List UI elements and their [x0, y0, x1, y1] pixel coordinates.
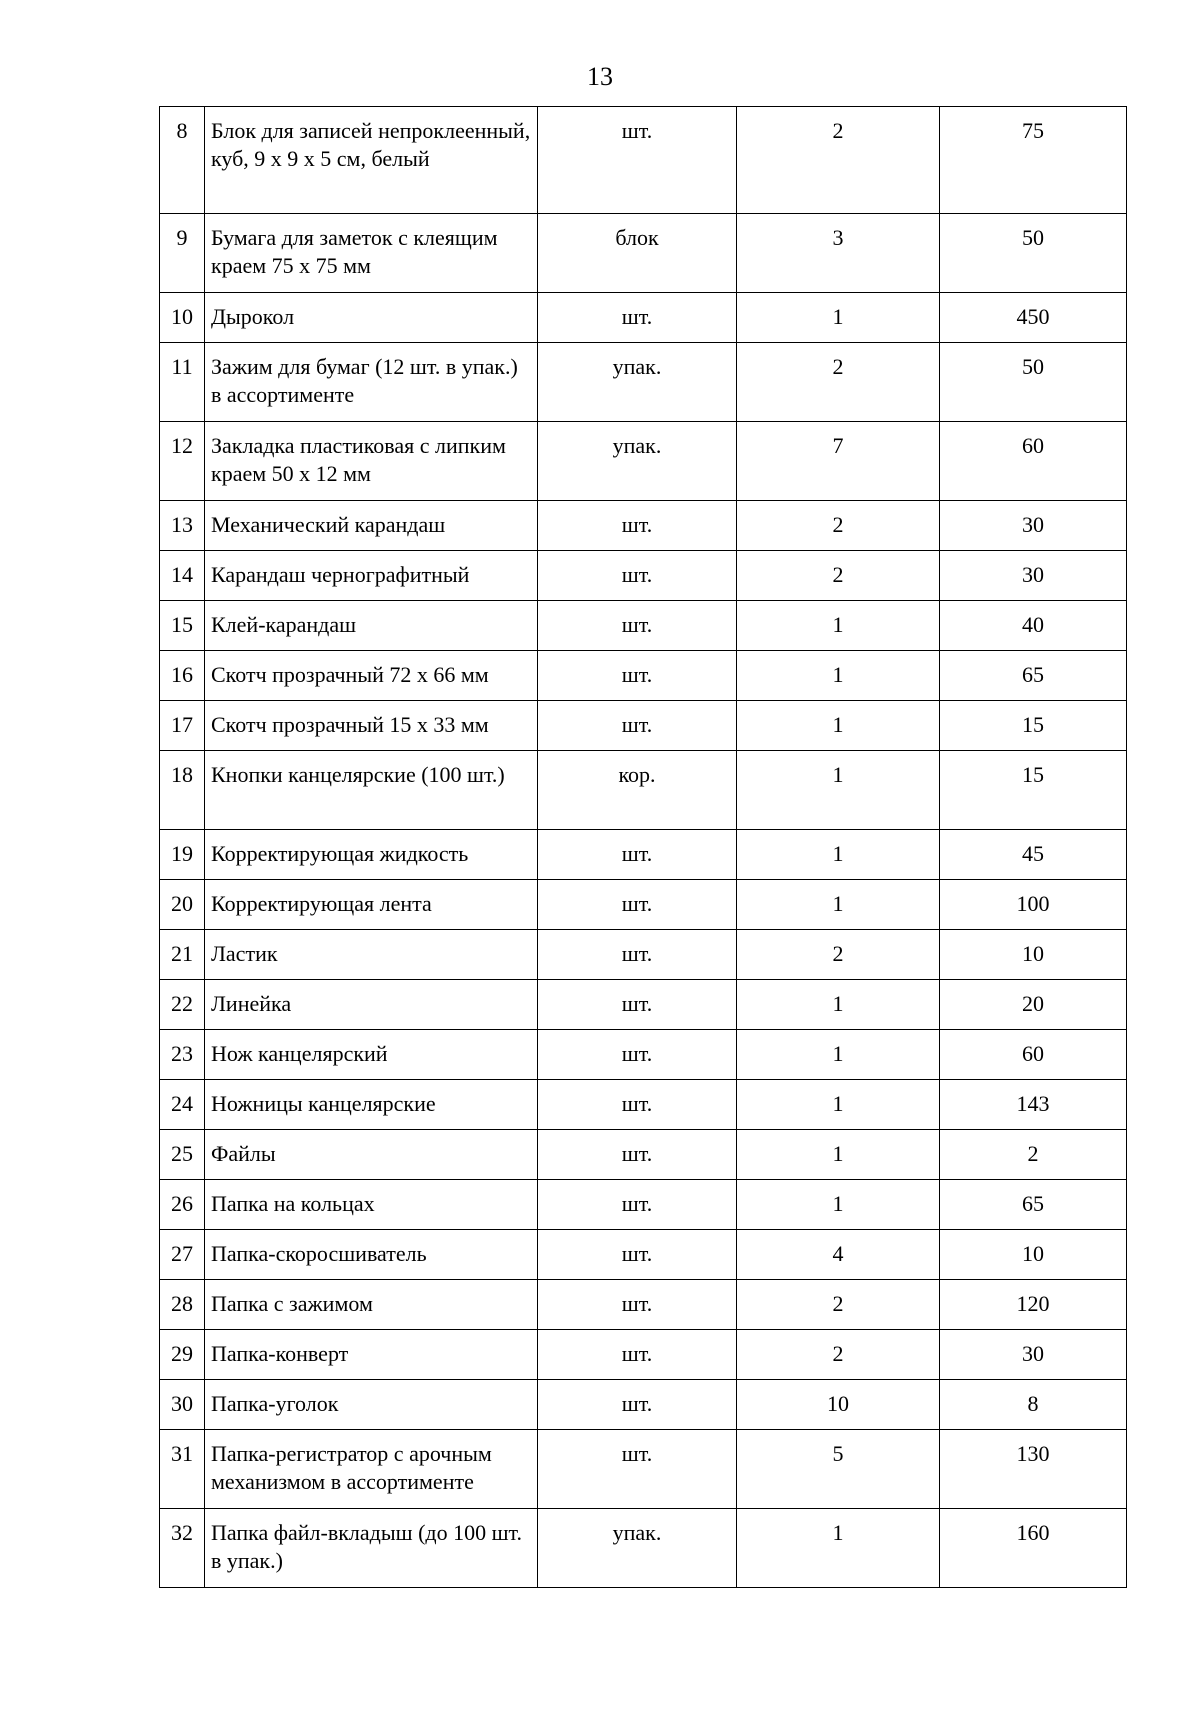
row-number-cell: 24 [160, 1080, 205, 1130]
table-row [160, 551, 1127, 601]
table-row [160, 1430, 1127, 1509]
unit-cell: шт. [538, 1130, 737, 1180]
quantity-cell: 2 [737, 1330, 940, 1380]
price-cell: 450 [940, 293, 1127, 343]
item-name-cell: Линейка [205, 980, 538, 1030]
quantity-cell: 2 [737, 551, 940, 601]
quantity-cell: 2 [737, 501, 940, 551]
price-cell: 30 [940, 501, 1127, 551]
table-row [160, 980, 1127, 1030]
row-number-cell: 23 [160, 1030, 205, 1080]
unit-cell: шт. [538, 1280, 737, 1330]
quantity-cell: 2 [737, 107, 940, 214]
row-number-cell: 25 [160, 1130, 205, 1180]
table-row [160, 422, 1127, 501]
item-name-cell: Дырокол [205, 293, 538, 343]
unit-cell: шт. [538, 1180, 737, 1230]
price-cell: 60 [940, 1030, 1127, 1080]
price-cell: 50 [940, 343, 1127, 422]
item-name-cell: Бумага для заметок с клеящим краем 75 х 75 мм [205, 214, 538, 293]
quantity-cell: 1 [737, 601, 940, 651]
table-row [160, 1130, 1127, 1180]
table-row [160, 343, 1127, 422]
price-cell: 15 [940, 701, 1127, 751]
table-row [160, 601, 1127, 651]
quantity-cell: 3 [737, 214, 940, 293]
table-row [160, 1030, 1127, 1080]
row-number-cell: 11 [160, 343, 205, 422]
row-number-cell: 18 [160, 751, 205, 830]
price-cell: 30 [940, 551, 1127, 601]
row-number-cell: 30 [160, 1380, 205, 1430]
price-cell: 60 [940, 422, 1127, 501]
row-number-cell: 9 [160, 214, 205, 293]
unit-cell: блок [538, 214, 737, 293]
item-name-cell: Кнопки канцелярские (100 шт.) [205, 751, 538, 830]
table-row [160, 930, 1127, 980]
supplies-table-body [160, 107, 1127, 1588]
unit-cell: шт. [538, 1080, 737, 1130]
item-name-cell: Скотч прозрачный 15 х 33 мм [205, 701, 538, 751]
row-number-cell: 15 [160, 601, 205, 651]
row-number-cell: 10 [160, 293, 205, 343]
unit-cell: шт. [538, 551, 737, 601]
price-cell: 143 [940, 1080, 1127, 1130]
item-name-cell: Карандаш чернографитный [205, 551, 538, 601]
table-row [160, 1330, 1127, 1380]
table-row [160, 1080, 1127, 1130]
price-cell: 30 [940, 1330, 1127, 1380]
table-row [160, 651, 1127, 701]
quantity-cell: 2 [737, 343, 940, 422]
price-cell: 120 [940, 1280, 1127, 1330]
price-cell: 75 [940, 107, 1127, 214]
row-number-cell: 12 [160, 422, 205, 501]
unit-cell: шт. [538, 107, 737, 214]
price-cell: 40 [940, 601, 1127, 651]
table-row [160, 880, 1127, 930]
quantity-cell: 1 [737, 751, 940, 830]
unit-cell: шт. [538, 930, 737, 980]
price-cell: 2 [940, 1130, 1127, 1180]
price-cell: 130 [940, 1430, 1127, 1509]
quantity-cell: 5 [737, 1430, 940, 1509]
item-name-cell: Папка на кольцах [205, 1180, 538, 1230]
supplies-table [159, 106, 1127, 1588]
item-name-cell: Корректирующая лента [205, 880, 538, 930]
table-row [160, 1380, 1127, 1430]
item-name-cell: Папка-уголок [205, 1380, 538, 1430]
unit-cell: шт. [538, 1380, 737, 1430]
item-name-cell: Папка файл-вкладыш (до 100 шт. в упак.) [205, 1509, 538, 1588]
unit-cell: шт. [538, 830, 737, 880]
price-cell: 15 [940, 751, 1127, 830]
item-name-cell: Зажим для бумаг (12 шт. в упак.) в ассортименте [205, 343, 538, 422]
price-cell: 65 [940, 651, 1127, 701]
item-name-cell: Ластик [205, 930, 538, 980]
unit-cell: шт. [538, 651, 737, 701]
quantity-cell: 1 [737, 293, 940, 343]
item-name-cell: Корректирующая жидкость [205, 830, 538, 880]
table-row [160, 1230, 1127, 1280]
price-cell: 160 [940, 1509, 1127, 1588]
table-row [160, 214, 1127, 293]
item-name-cell: Нож канцелярский [205, 1030, 538, 1080]
item-name-cell: Закладка пластиковая с липким краем 50 х 12 мм [205, 422, 538, 501]
quantity-cell: 1 [737, 1030, 940, 1080]
row-number-cell: 17 [160, 701, 205, 751]
unit-cell: шт. [538, 1230, 737, 1280]
unit-cell: шт. [538, 701, 737, 751]
item-name-cell: Скотч прозрачный 72 х 66 мм [205, 651, 538, 701]
price-cell: 50 [940, 214, 1127, 293]
row-number-cell: 16 [160, 651, 205, 701]
table-row [160, 501, 1127, 551]
unit-cell: шт. [538, 1030, 737, 1080]
row-number-cell: 19 [160, 830, 205, 880]
item-name-cell: Файлы [205, 1130, 538, 1180]
item-name-cell: Папка-конверт [205, 1330, 538, 1380]
item-name-cell: Папка-регистратор с арочным механизмом в ассортименте [205, 1430, 538, 1509]
quantity-cell: 2 [737, 1280, 940, 1330]
quantity-cell: 1 [737, 1080, 940, 1130]
quantity-cell: 1 [737, 701, 940, 751]
quantity-cell: 1 [737, 1130, 940, 1180]
row-number-cell: 22 [160, 980, 205, 1030]
row-number-cell: 29 [160, 1330, 205, 1380]
row-number-cell: 8 [160, 107, 205, 214]
unit-cell: упак. [538, 1509, 737, 1588]
row-number-cell: 14 [160, 551, 205, 601]
item-name-cell: Папка-скоросшиватель [205, 1230, 538, 1280]
row-number-cell: 28 [160, 1280, 205, 1330]
row-number-cell: 13 [160, 501, 205, 551]
item-name-cell: Блок для записей непроклеенный, куб, 9 х 9 х 5 см, белый [205, 107, 538, 214]
unit-cell: упак. [538, 422, 737, 501]
table-row [160, 830, 1127, 880]
row-number-cell: 26 [160, 1180, 205, 1230]
price-cell: 10 [940, 1230, 1127, 1280]
table-row [160, 1509, 1127, 1588]
price-cell: 65 [940, 1180, 1127, 1230]
table-row [160, 107, 1127, 214]
quantity-cell: 1 [737, 1509, 940, 1588]
row-number-cell: 31 [160, 1430, 205, 1509]
item-name-cell: Механический карандаш [205, 501, 538, 551]
price-cell: 100 [940, 880, 1127, 930]
row-number-cell: 27 [160, 1230, 205, 1280]
item-name-cell: Папка с зажимом [205, 1280, 538, 1330]
quantity-cell: 7 [737, 422, 940, 501]
quantity-cell: 1 [737, 1180, 940, 1230]
unit-cell: шт. [538, 880, 737, 930]
table-row [160, 701, 1127, 751]
row-number-cell: 21 [160, 930, 205, 980]
price-cell: 8 [940, 1380, 1127, 1430]
price-cell: 45 [940, 830, 1127, 880]
item-name-cell: Клей-карандаш [205, 601, 538, 651]
quantity-cell: 10 [737, 1380, 940, 1430]
table-row [160, 1280, 1127, 1330]
quantity-cell: 2 [737, 930, 940, 980]
quantity-cell: 4 [737, 1230, 940, 1280]
price-cell: 20 [940, 980, 1127, 1030]
table-row [160, 293, 1127, 343]
item-name-cell: Ножницы канцелярские [205, 1080, 538, 1130]
price-cell: 10 [940, 930, 1127, 980]
table-row [160, 751, 1127, 830]
unit-cell: шт. [538, 1330, 737, 1380]
unit-cell: шт. [538, 1430, 737, 1509]
unit-cell: кор. [538, 751, 737, 830]
unit-cell: упак. [538, 343, 737, 422]
unit-cell: шт. [538, 501, 737, 551]
quantity-cell: 1 [737, 651, 940, 701]
unit-cell: шт. [538, 980, 737, 1030]
page-number: 13 [587, 62, 613, 91]
unit-cell: шт. [538, 293, 737, 343]
quantity-cell: 1 [737, 980, 940, 1030]
row-number-cell: 20 [160, 880, 205, 930]
table-row [160, 1180, 1127, 1230]
quantity-cell: 1 [737, 880, 940, 930]
unit-cell: шт. [538, 601, 737, 651]
quantity-cell: 1 [737, 830, 940, 880]
row-number-cell: 32 [160, 1509, 205, 1588]
